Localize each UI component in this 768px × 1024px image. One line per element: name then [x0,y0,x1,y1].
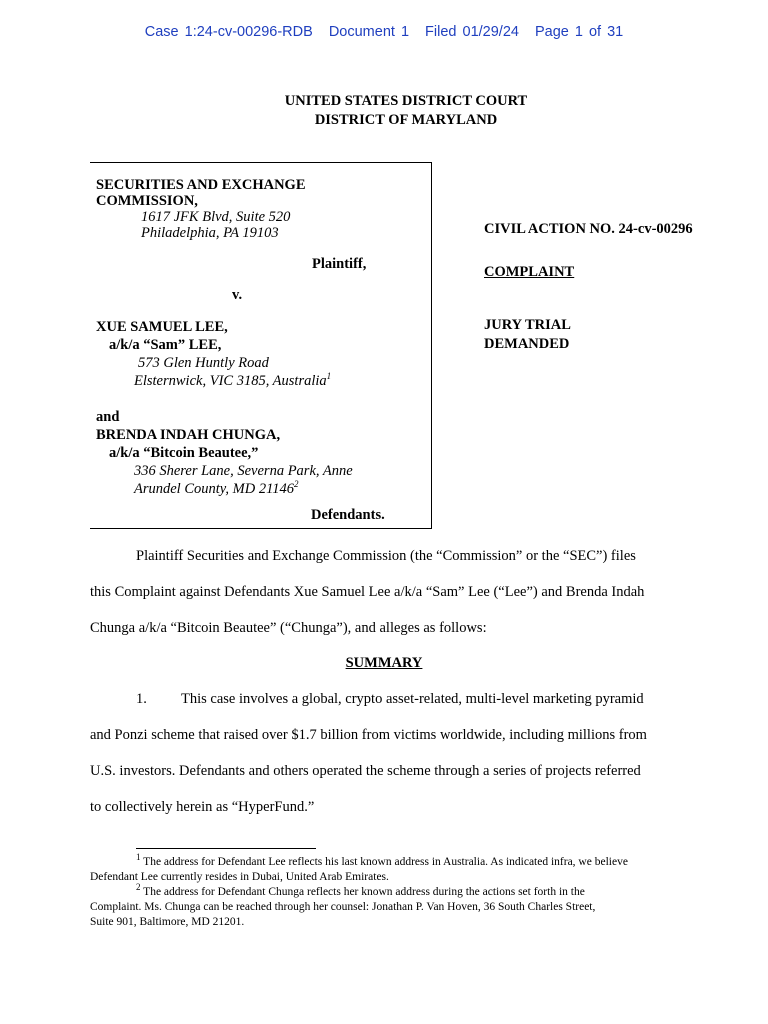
plaintiff-address-1: 1617 JFK Blvd, Suite 520 [141,209,291,225]
defendant-1-name: XUE SAMUEL LEE, [96,319,228,335]
court-district: DISTRICT OF MARYLAND [314,112,498,128]
defendant-2-address-1: 336 Sherer Lane, Severna Park, Anne [134,463,353,479]
footnote-2-line-1: $^2$ The address for Defendant Chunga reflects her known address during the actions set forth in the [136,882,585,898]
page-number: Page 1 of 31 [534,24,624,40]
defendant-1-aka: a/k/a “Sam” LEE, [109,337,222,353]
plaintiff-name-2: COMMISSION, [96,193,198,209]
defendant-2-aka: a/k/a “Bitcoin Beautee,” [109,445,259,461]
document-number: Document 1 [328,24,410,40]
footnote-2-mark: 2 [136,882,141,893]
complaint-title: COMPLAINT [484,264,575,280]
and-conjunction: and [96,409,120,425]
ecf-header [0,24,768,40]
defendant-2-address-2: Arundel County, MD 21146$^2$ [134,479,299,497]
jury-demand-line-1: JURY TRIAL [484,317,571,333]
plaintiff-label: Plaintiff, [312,256,367,272]
intro-line-2: this Complaint against Defendants Xue Samuel Lee a/k/a “Sam” Lee (“Lee”) and Brenda Indah [90,584,645,600]
defendant-1-address-2: Elsternwick, VIC 3185, Australia$^1$ [134,371,332,389]
case-number: Case 1:24-cv-00296-RDB [144,24,313,40]
filed-date: Filed 01/29/24 [425,24,519,40]
civil-action-number: CIVIL ACTION NO. 24-cv-00296 [484,221,693,237]
para1-line-1: This case involves a global, crypto asset-related, multi-level marketing pyramid [181,691,644,707]
intro-line-3: Chunga a/k/a “Bitcoin Beautee” (“Chunga”), and alleges as follows: [90,620,487,636]
paragraph-number: 1. [136,691,147,707]
footnote-2-line-3: Suite 901, Baltimore, MD 21201. [90,916,245,928]
jury-demand [484,316,571,354]
summary-heading: SUMMARY [345,655,423,671]
footnote-ref-1[interactable]: 1 [326,371,332,382]
court-title [0,92,768,130]
defendant-2-name: BRENDA INDAH CHUNGA, [96,427,281,443]
defendant-1-address-1: 573 Glen Huntly Road [138,355,269,371]
plaintiff-name-1: SECURITIES AND EXCHANGE [96,177,306,193]
footnote-1-line-2: Defendant Lee currently resides in Dubai, United Arab Emirates. [90,871,389,883]
defendants-label: Defendants. [311,507,385,523]
case-caption [90,162,432,529]
para1-line-3: U.S. investors. Defendants and others operated the scheme through a series of projects referred [90,763,641,779]
plaintiff-address-2: Philadelphia, PA 19103 [141,225,279,241]
footnote-2-line-2: Complaint. Ms. Chunga can be reached through her counsel: Jonathan P. Van Hoven, 36 South Charles Street, [90,901,596,913]
court-name: UNITED STATES DISTRICT COURT [284,93,528,109]
para1-line-4: to collectively herein as “HyperFund.” [90,799,315,815]
jury-demand-line-2: DEMANDED [484,336,570,352]
footnote-1-mark: 1 [136,852,141,863]
intro-line-1: Plaintiff Securities and Exchange Commission (the “Commission” or the “SEC”) files [136,548,636,564]
footnote-1-line-1: $^1$ The address for Defendant Lee reflects his last known address in Australia. As indicated infra, we believe [136,852,628,868]
footnote-divider [136,848,316,849]
versus: v. [232,287,243,303]
para1-line-2: and Ponzi scheme that raised over $1.7 billion from victims worldwide, including millions from [90,727,647,743]
footnote-ref-2[interactable]: 2 [294,479,299,490]
